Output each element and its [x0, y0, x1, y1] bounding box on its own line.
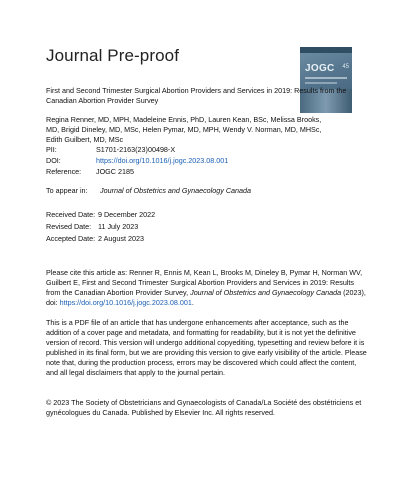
- citation-end: .: [191, 298, 194, 307]
- appear-in-label: To appear in:: [46, 186, 88, 195]
- citation-journal: Journal of Obstetrics and Gynaecology Canada: [190, 288, 342, 297]
- received-date-label: Received Date:: [46, 210, 96, 219]
- appear-in-journal: Journal of Obstetrics and Gynaecology Canada: [100, 186, 252, 195]
- revised-date-value: 11 July 2023: [98, 222, 139, 231]
- pre-proof-notice: This is a PDF file of an article that has undergone enhancements after acceptance, such as the addition of a cover page and metadata, and formatting for readability, but it is not yet the definitive version of record. This version will undergo additional copyediting, typesetting and review before it is published in its final form, but we are providing this version to give early visibility of the article. Please note that, during the production process, errors may be discovered which could affect the content, and all legal disclaimers that apply to the journal pertain.: [46, 318, 367, 377]
- citation-block: [46, 268, 368, 308]
- journal-pre-proof-heading: Journal Pre-proof: [46, 46, 180, 65]
- article-authors: Regina Renner, MD, MPH, Madeleine Ennis, PhD, Lauren Kean, BSc, Melissa Brooks, MD, Brigid Dineley, MD, MSc, Helen Pymar, MD, MPH, Wendy V. Norman, MD, MHSc, Edith Guilbert, MD, MSc: [46, 115, 322, 144]
- cover-rule: [305, 77, 347, 79]
- doi-link[interactable]: https://doi.org/10.1016/j.jogc.2023.08.001: [96, 156, 229, 165]
- citation-year: (2023), doi:: [46, 288, 366, 307]
- citation-doi-link[interactable]: https://doi.org/10.1016/j.jogc.2023.08.001: [59, 298, 192, 307]
- pii-value: S1701-2163(23)00498-X: [96, 145, 176, 154]
- citation-text: Please cite this article as: Renner R, Ennis M, Kean L, Brooks M, Dineley B, Pymar H, Norman WV, Guilbert E, First and Second Trimester Surgical Abortion Providers and Services in 2019: Results from the Canadian Abortion Provider Survey,: [46, 268, 363, 297]
- received-date-value: 9 December 2022: [98, 210, 156, 219]
- pii-label: PII:: [46, 145, 57, 154]
- cover-rule: [305, 82, 337, 84]
- cover-issue-number: 45: [342, 64, 349, 70]
- accepted-date-value: 2 August 2023: [98, 234, 144, 243]
- reference-label: Reference:: [46, 167, 82, 176]
- copyright-notice: © 2023 The Society of Obstetricians and Gynaecologists of Canada/La Société des obstétriciens et gynécologues du Canada. Published by Elsevier Inc. All rights reserved.: [46, 398, 362, 417]
- reference-value: JOGC 2185: [96, 167, 134, 176]
- doi-label: DOI:: [46, 156, 61, 165]
- cover-top-bar: [300, 47, 352, 53]
- revised-date-label: Revised Date:: [46, 222, 92, 231]
- cover-logo-text: JOGC: [305, 63, 335, 74]
- accepted-date-label: Accepted Date:: [46, 234, 96, 243]
- article-title: First and Second Trimester Surgical Abortion Providers and Services in 2019: Results from the Canadian Abortion Provider Survey: [46, 86, 347, 105]
